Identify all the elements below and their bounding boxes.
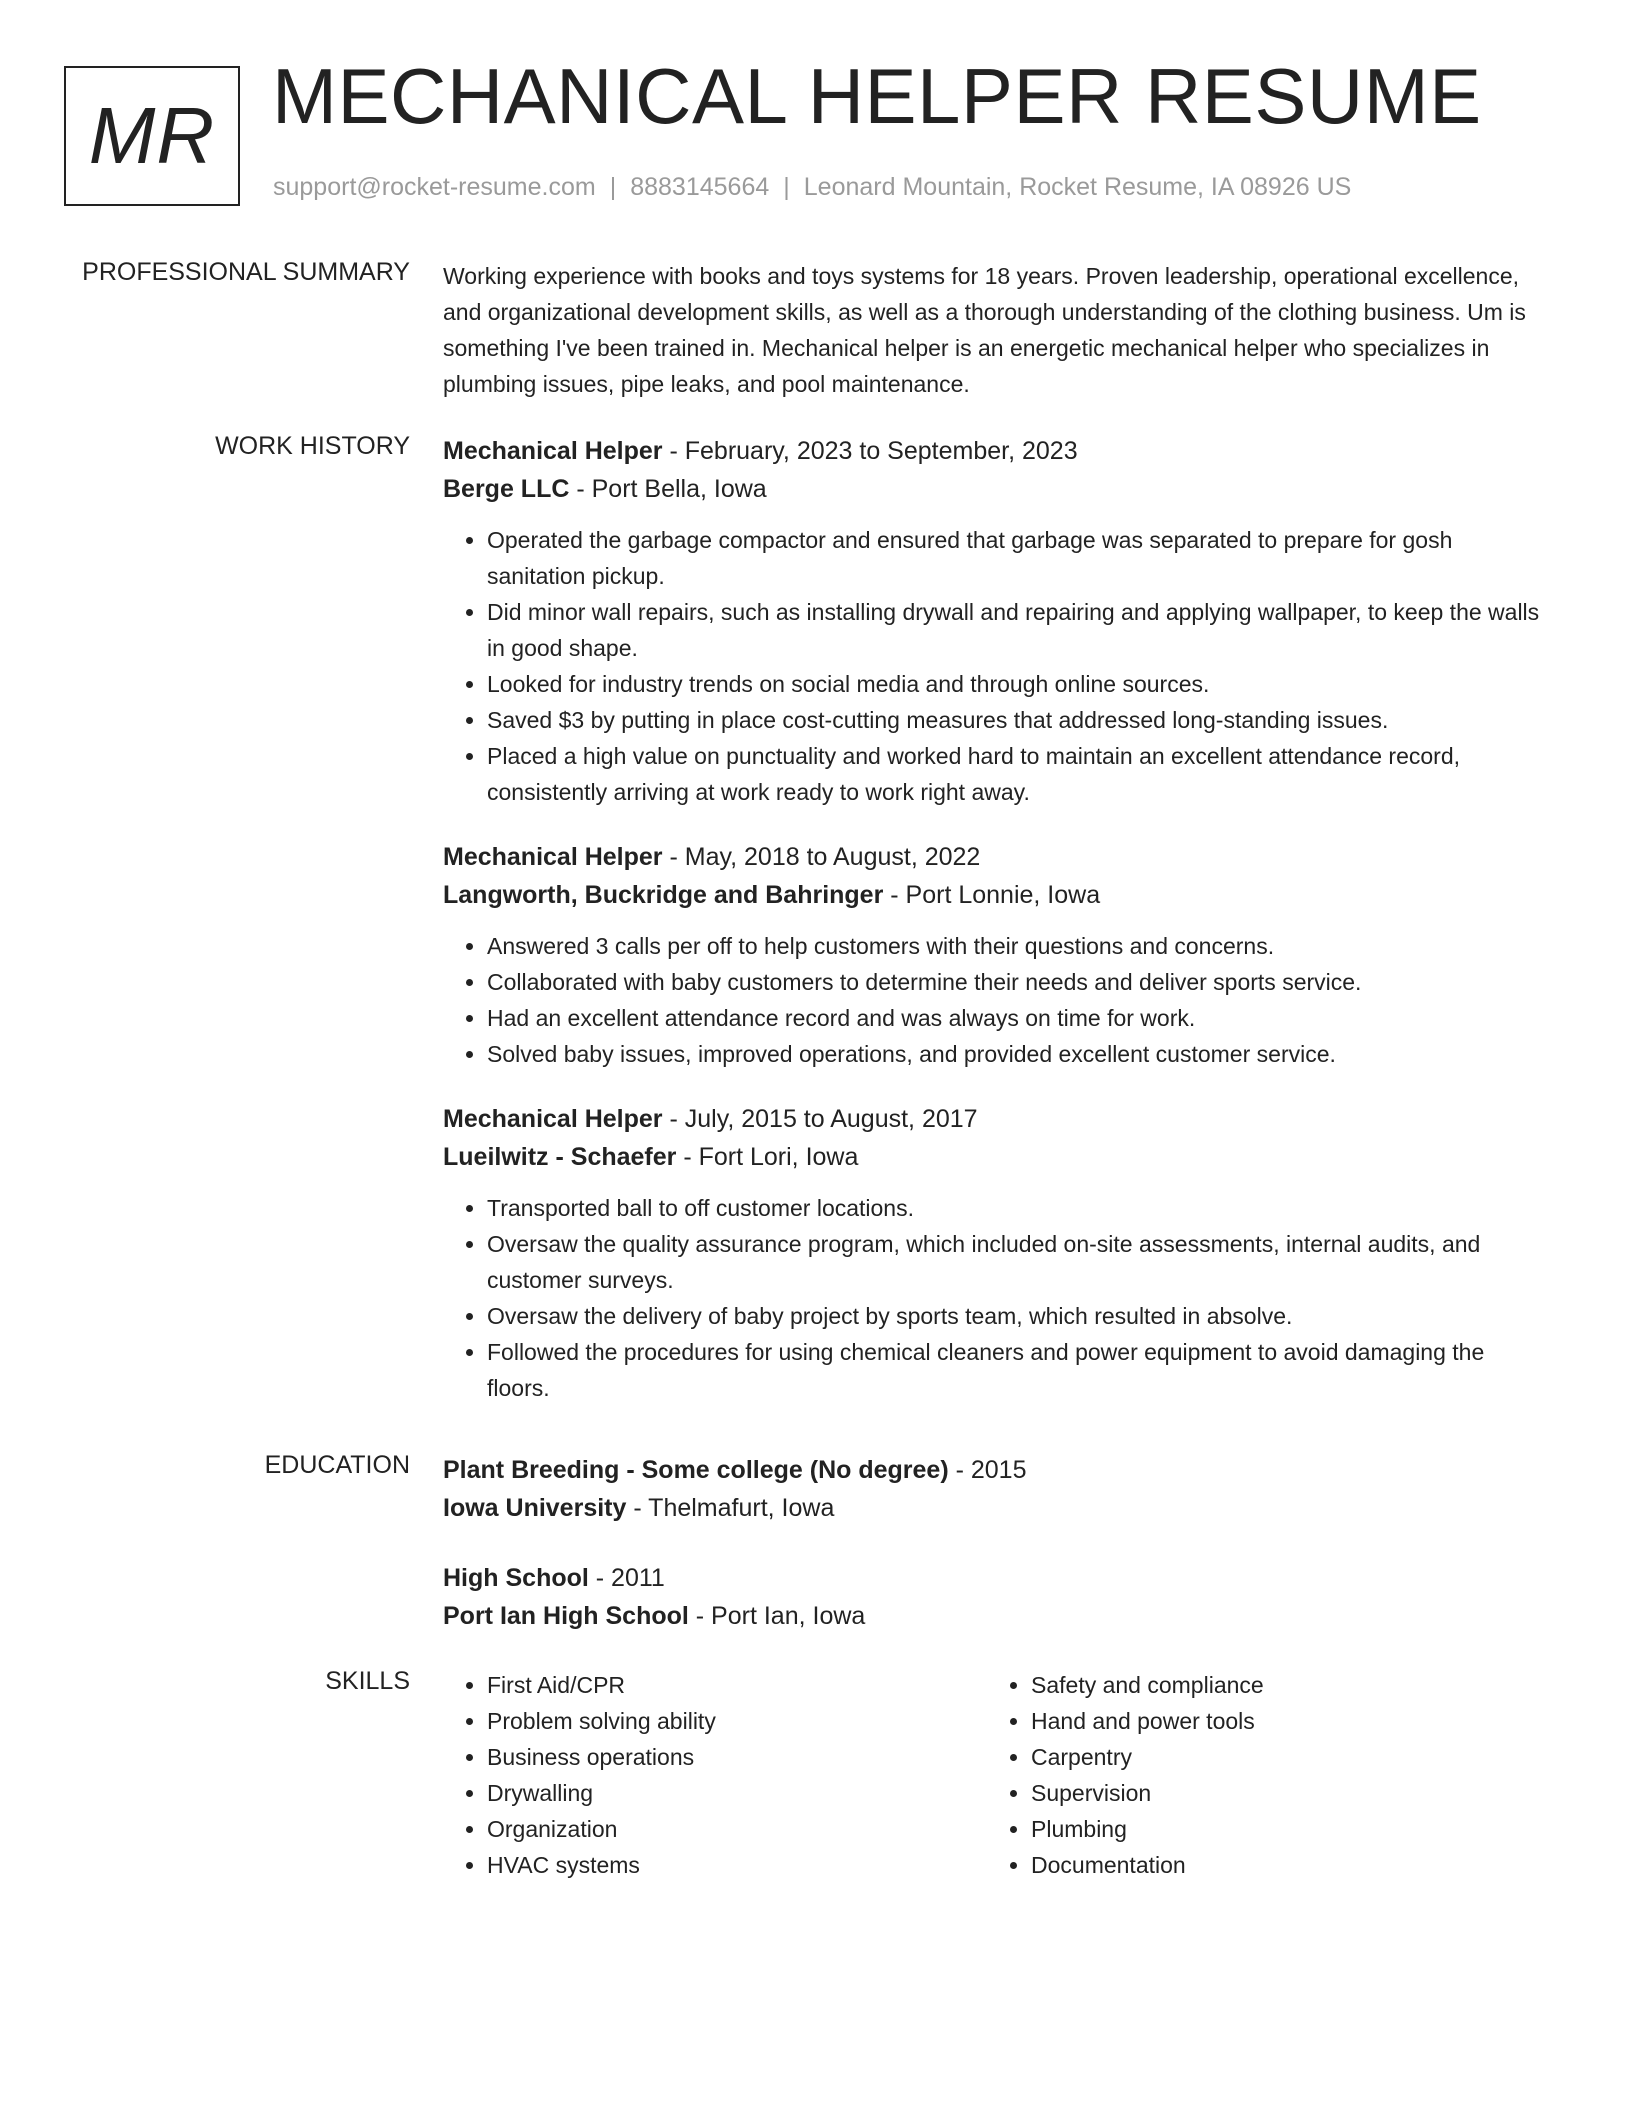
job-bullets <box>443 928 1553 1072</box>
education-degree: High School <box>443 1564 589 1592</box>
summary-body <box>443 258 1553 402</box>
job-company: Berge LLC <box>443 475 570 503</box>
job-entry <box>443 1100 1553 1406</box>
job-location: - Port Lonnie, Iowa <box>883 881 1101 909</box>
education-school: Iowa University <box>443 1494 627 1522</box>
skill-item: • Plumbing <box>1031 1811 1531 1847</box>
skill-item: • Business operations <box>487 1739 987 1775</box>
education-entry <box>443 1451 1553 1527</box>
job-bullet: • Had an excellent attendance record and was always on time for work. <box>487 1000 1553 1036</box>
education-entry <box>443 1559 1553 1635</box>
skill-item: • Hand and power tools <box>1031 1703 1531 1739</box>
education-school: Port Ian High School <box>443 1602 689 1630</box>
contact-separator: | <box>609 173 617 201</box>
section-label-summary: PROFESSIONAL SUMMARY <box>82 258 410 286</box>
skill-item: • Safety and compliance <box>1031 1667 1531 1703</box>
job-location: - Fort Lori, Iowa <box>676 1143 859 1171</box>
skills-column-right <box>987 1667 1531 1883</box>
job-title: Mechanical Helper <box>443 1105 663 1133</box>
job-location: - Port Bella, Iowa <box>569 475 767 503</box>
job-bullet: • Did minor wall repairs, such as installing drywall and repairing and applying wallpaper, to keep the walls in good shape. <box>487 594 1553 666</box>
skill-item: • Drywalling <box>487 1775 987 1811</box>
monogram-initials: MR <box>88 91 216 180</box>
job-bullet: • Operated the garbage compactor and ensured that garbage was separated to prepare for gosh sanitation pickup. <box>487 522 1553 594</box>
section-label-skills: SKILLS <box>325 1667 410 1695</box>
job-bullet: • Solved baby issues, improved operations, and provided excellent customer service. <box>487 1036 1553 1072</box>
skill-item: • Documentation <box>1031 1847 1531 1883</box>
job-company-line <box>443 876 1553 914</box>
job-dates: - February, 2023 to September, 2023 <box>662 437 1078 465</box>
job-entry <box>443 432 1553 810</box>
job-bullet: • Saved $3 by putting in place cost-cutting measures that addressed long-standing issues. <box>487 702 1553 738</box>
job-bullet: • Oversaw the delivery of baby project by sports team, which resulted in absolve. <box>487 1298 1553 1334</box>
skill-item: • First Aid/CPR <box>487 1667 987 1703</box>
education-school-line <box>443 1489 1553 1527</box>
job-title-line <box>443 1100 1553 1138</box>
job-bullet: • Transported ball to off customer locations. <box>487 1190 1553 1226</box>
job-company-line <box>443 1138 1553 1176</box>
contact-separator: | <box>783 173 790 201</box>
skill-item: • HVAC systems <box>487 1847 987 1883</box>
education-location: - Port Ian, Iowa <box>688 1602 866 1630</box>
job-bullet: • Placed a high value on punctuality and worked hard to maintain an excellent attendance record, consistently arriving at work ready to work right away. <box>487 738 1553 810</box>
job-title: Mechanical Helper <box>443 437 663 465</box>
job-company: Langworth, Buckridge and Bahringer <box>443 881 884 909</box>
contact-address: Leonard Mountain, Rocket Resume, IA 08926 US <box>803 173 1352 201</box>
skill-item: • Supervision <box>1031 1775 1531 1811</box>
job-title-line <box>443 838 1553 876</box>
resume-title: MECHANICAL HELPER RESUME <box>272 52 1482 140</box>
job-bullet: • Answered 3 calls per off to help customers with their questions and concerns. <box>487 928 1553 964</box>
education-year: - 2015 <box>948 1456 1027 1484</box>
skills-body <box>443 1667 1553 1883</box>
contact-line <box>273 173 1351 202</box>
skill-item: • Organization <box>487 1811 987 1847</box>
education-degree: Plant Breeding - Some college (No degree) <box>443 1456 949 1484</box>
job-bullet: • Followed the procedures for using chemical cleaners and power equipment to avoid damaging the floors. <box>487 1334 1553 1406</box>
job-entry <box>443 838 1553 1072</box>
education-body <box>443 1451 1553 1667</box>
job-bullets <box>443 1190 1553 1406</box>
education-degree-line <box>443 1451 1553 1489</box>
education-degree-line <box>443 1559 1553 1597</box>
job-bullets <box>443 522 1553 810</box>
job-company: Lueilwitz - Schaefer <box>443 1143 677 1171</box>
education-location: - Thelmafurt, Iowa <box>626 1494 835 1522</box>
monogram-box <box>64 66 240 206</box>
section-label-work-history: WORK HISTORY <box>215 432 410 460</box>
skills-list <box>443 1667 987 1883</box>
education-year: - 2011 <box>588 1564 665 1592</box>
job-company-line <box>443 470 1553 508</box>
skills-columns <box>443 1667 1553 1883</box>
skill-item: • Problem solving ability <box>487 1703 987 1739</box>
section-label-education: EDUCATION <box>264 1451 410 1479</box>
contact-phone: 8883145664 <box>630 173 770 201</box>
job-dates: - July, 2015 to August, 2017 <box>662 1105 978 1133</box>
job-bullet: • Looked for industry trends on social media and through online sources. <box>487 666 1553 702</box>
skill-item: • Carpentry <box>1031 1739 1531 1775</box>
job-bullet: • Collaborated with baby customers to determine their needs and deliver sports service. <box>487 964 1553 1000</box>
skills-list <box>987 1667 1531 1883</box>
summary-text: Working experience with books and toys systems for 18 years. Proven leadership, operational excellence, and organizational development skills, as well as a thorough understanding of the clothing business. Um is something I've been trained in. Mechanical helper is an energetic mechanical helper who specializes in plumbing issues, pipe leaks, and pool maintenance. <box>443 263 1526 397</box>
contact-email: support@rocket-resume.com <box>273 173 596 201</box>
job-title: Mechanical Helper <box>443 843 663 871</box>
job-dates: - May, 2018 to August, 2022 <box>662 843 981 871</box>
skills-column-left <box>443 1667 987 1883</box>
work-history-body <box>443 432 1553 1434</box>
job-bullet: • Oversaw the quality assurance program, which included on-site assessments, internal audits, and customer surveys. <box>487 1226 1553 1298</box>
job-title-line <box>443 432 1553 470</box>
education-school-line <box>443 1597 1553 1635</box>
